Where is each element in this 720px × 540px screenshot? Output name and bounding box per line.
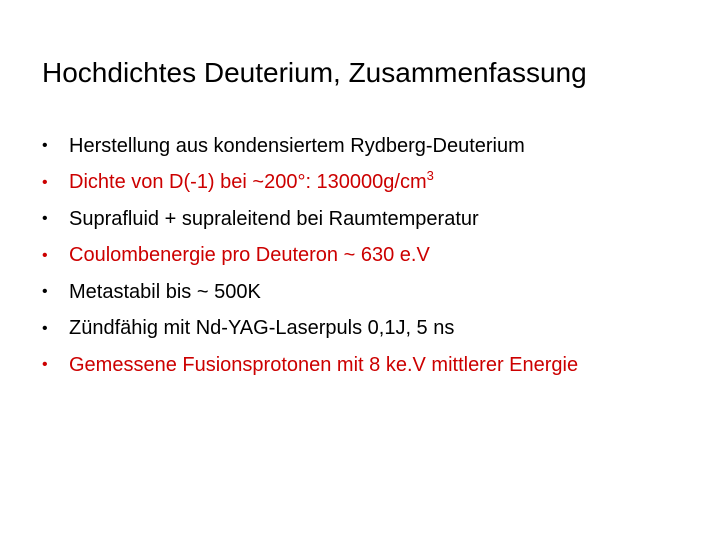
bullet-text: Coulombenergie pro Deuteron ~ 630 e.V xyxy=(69,244,430,267)
bullet-item-metastable xyxy=(42,274,578,311)
bullet-item-density xyxy=(42,165,578,202)
bullet-item-production xyxy=(42,128,578,165)
bullet-icon: • xyxy=(42,210,48,228)
bullet-icon: • xyxy=(42,283,48,301)
bullet-icon: • xyxy=(42,137,48,155)
bullet-item-coulomb-energy xyxy=(42,238,578,275)
bullet-text: Herstellung aus kondensiertem Rydberg-Deuterium xyxy=(69,134,525,157)
bullet-text: Gemessene Fusionsprotonen mit 8 ke.V mittlerer Energie xyxy=(69,353,579,376)
bullet-icon: • xyxy=(42,246,48,264)
bullet-icon: • xyxy=(42,356,48,374)
slide-title: Hochdichtes Deuterium, Zusammenfassung xyxy=(42,57,587,88)
bullet-text: Zündfähig mit Nd-YAG-Laserpuls 0,1J, 5 ns xyxy=(69,317,455,340)
bullet-text-with-superscript xyxy=(69,168,434,194)
bullet-icon: • xyxy=(42,319,48,337)
bullet-item-superfluid xyxy=(42,201,578,238)
bullet-list xyxy=(42,128,578,384)
bullet-item-ignition xyxy=(42,311,578,348)
bullet-text: Metastabil bis ~ 500K xyxy=(69,280,261,303)
bullet-text: Suprafluid + supraleitend bei Raumtemperatur xyxy=(69,207,479,230)
superscript-exponent: 3 xyxy=(426,168,434,184)
bullet-item-fusion-protons xyxy=(42,347,578,384)
bullet-icon: • xyxy=(42,173,48,191)
bullet-text: Dichte von D(-1) bei ~200°: 130000g/cm xyxy=(69,171,427,194)
